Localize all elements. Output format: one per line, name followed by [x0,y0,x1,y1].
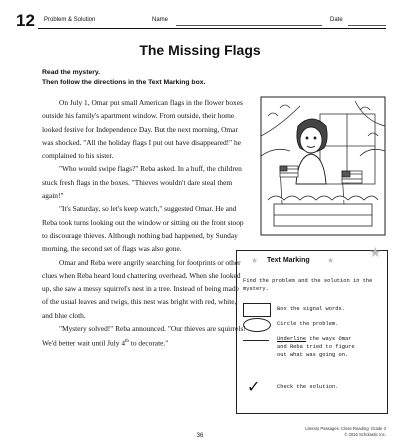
story-paragraph: "Who would swipe flags?" Reba asked. In a huff, the children stuck fresh flags in the boxes. "Thieves wouldn't dare steal them again!" [42,164,242,201]
box-symbol [243,303,271,317]
header-rule [38,28,386,29]
circle-symbol [243,318,271,332]
instructions [42,68,205,88]
section-tag: Problem & Solution [44,17,96,23]
underline-symbol [243,340,269,341]
footer-source: Literary Passages: Close Reading: Grade 3 © 2016 Scholastic Inc. [305,426,386,437]
text-marking-instruction: Find the problem and the solution in the mystery. [243,278,373,292]
story-text [42,96,246,350]
star-icon: ★ [251,256,259,265]
star-icon: ★ [369,246,382,261]
name-field[interactable] [176,25,322,26]
date-label: Date [330,17,343,23]
name-label: Name [152,17,169,23]
story-paragraph: Omar and Reba were angrily searching for footprints or other clues when Reba heard loud chattering overhead. When she looked up, she saw a messy squirrel's nest in a tree. Instead of being made of the usual leaves and twigs, this nest was bright with red, white, and blue cloth. [42,257,241,320]
story-paragraph-last: "Mystery solved!" Reba announced. "Our thieves are squirrels! We'd better wait until July 4th to decorate." [42,324,246,348]
date-field[interactable] [348,25,386,26]
instruction-line: Read the mystery. [42,69,101,76]
check-label: Check the solution. [277,384,339,390]
check-mark-icon: ✓ [247,377,261,396]
text-marking-box [236,246,388,414]
story-illustration [260,96,386,236]
star-icon: ★ [327,256,335,265]
page-title: The Missing Flags [139,42,261,58]
instruction-line: Then follow the directions in the Text Marking box. [42,79,206,86]
text-marking-title: Text Marking [267,257,310,264]
story-paragraph: On July 1, Omar put small American flags in the flower boxes outside his family's apartment window. From outside, their home looked festive for Independence Day. But the next morning, Omar was shocked. "All the holiday flags I put out have disappeared!" he complained to his sister. [42,98,243,161]
page-number: 12 [16,11,35,30]
page-header [16,11,386,30]
story-paragraph: "It's Saturday, so let's keep watch," suggested Omar. He and Reba took turns looking out the window or sitting on the front stoop to discourage thieves. Although nothing bad happened, by Sunday morning, the second set of flags was also gone. [42,204,244,254]
underline-label: Underline the ways Omar and Reba tried to figure out what was going on. [277,336,355,358]
footer-page-number: 36 [196,433,204,439]
circle-label: Circle the problem. [277,321,339,327]
box-label: Box the signal words. [277,306,345,312]
